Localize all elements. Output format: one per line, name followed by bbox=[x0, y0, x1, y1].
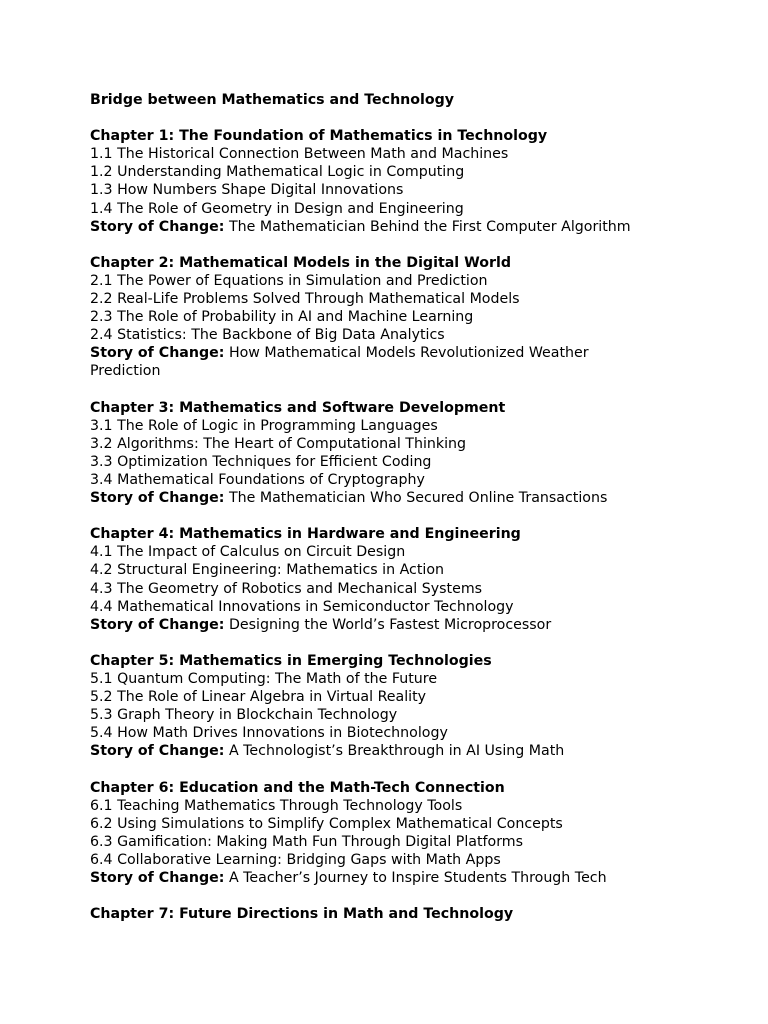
section-item: 3.3 Optimization Techniques for Efficient Coding bbox=[90, 453, 432, 470]
section-item: 6.3 Gamification: Making Math Fun Through Digital Platforms bbox=[90, 833, 524, 850]
section-item: 1.2 Understanding Mathematical Logic in Computing bbox=[90, 164, 465, 181]
section-item: 2.1 The Power of Equations in Simulation and Prediction bbox=[90, 272, 488, 289]
chapter-heading: Chapter 1: The Foundation of Mathematics in Technology bbox=[90, 128, 548, 145]
story-text: A Technologist’s Breakthrough in AI Using Math bbox=[228, 743, 565, 760]
chapter-heading: Chapter 6: Education and the Math-Tech Connection bbox=[90, 779, 505, 796]
section-item: 2.2 Real-Life Problems Solved Through Mathematical Models bbox=[90, 291, 520, 308]
section-item: 1.1 The Historical Connection Between Math and Machines bbox=[90, 146, 509, 163]
section-item: 3.2 Algorithms: The Heart of Computational Thinking bbox=[90, 435, 467, 452]
story-text: How Mathematical Models Revolutionized Weather Prediction bbox=[90, 345, 589, 380]
story-label: Story of Change: bbox=[90, 490, 225, 507]
story-label: Story of Change: bbox=[90, 616, 225, 633]
section-item: 2.4 Statistics: The Backbone of Big Data Analytics bbox=[90, 327, 445, 344]
story-of-change bbox=[90, 869, 730, 887]
section-item: 4.1 The Impact of Calculus on Circuit Design bbox=[90, 544, 406, 561]
chapter-heading: Chapter 3: Mathematics and Software Development bbox=[90, 399, 506, 416]
section-item: 2.3 The Role of Probability in AI and Machine Learning bbox=[90, 309, 474, 326]
chapter-2 bbox=[90, 254, 730, 381]
spacer bbox=[90, 381, 730, 399]
story-of-change bbox=[90, 218, 730, 236]
chapter-3 bbox=[90, 399, 730, 508]
document-page bbox=[90, 91, 730, 923]
story-text: The Mathematician Behind the First Computer Algorithm bbox=[228, 218, 631, 235]
chapter-4 bbox=[90, 525, 730, 634]
section-item: 4.2 Structural Engineering: Mathematics in Action bbox=[90, 562, 445, 579]
story-of-change bbox=[90, 344, 630, 380]
story-label: Story of Change: bbox=[90, 870, 225, 887]
section-item: 1.3 How Numbers Shape Digital Innovations bbox=[90, 182, 404, 199]
story-text: Designing the World’s Fastest Microprocessor bbox=[228, 616, 552, 633]
section-item: 5.3 Graph Theory in Blockchain Technology bbox=[90, 707, 398, 724]
document-title: Bridge between Mathematics and Technology bbox=[90, 92, 455, 108]
story-text: A Teacher’s Journey to Inspire Students Through Tech bbox=[228, 870, 607, 887]
spacer bbox=[90, 236, 730, 254]
story-text: The Mathematician Who Secured Online Transactions bbox=[228, 490, 608, 507]
chapter-5 bbox=[90, 652, 730, 761]
chapter-heading: Chapter 7: Future Directions in Math and Technology bbox=[90, 906, 514, 923]
section-item: 6.2 Using Simulations to Simplify Complex Mathematical Concepts bbox=[90, 815, 563, 832]
chapter-1 bbox=[90, 127, 730, 236]
section-item: 5.4 How Math Drives Innovations in Biotechnology bbox=[90, 725, 448, 742]
story-of-change bbox=[90, 616, 730, 634]
spacer bbox=[90, 887, 730, 905]
spacer bbox=[90, 109, 730, 127]
chapter-heading: Chapter 5: Mathematics in Emerging Technologies bbox=[90, 652, 492, 669]
story-label: Story of Change: bbox=[90, 345, 225, 362]
chapter-heading: Chapter 2: Mathematical Models in the Digital World bbox=[90, 254, 512, 271]
section-item: 3.4 Mathematical Foundations of Cryptography bbox=[90, 471, 425, 488]
section-item: 5.1 Quantum Computing: The Math of the Future bbox=[90, 671, 438, 687]
section-item: 3.1 The Role of Logic in Programming Languages bbox=[90, 417, 438, 434]
spacer bbox=[90, 634, 730, 652]
story-of-change bbox=[90, 742, 730, 760]
section-item: 1.4 The Role of Geometry in Design and Engineering bbox=[90, 200, 464, 217]
spacer bbox=[90, 760, 730, 778]
section-item: 5.2 The Role of Linear Algebra in Virtual Reality bbox=[90, 689, 427, 706]
chapter-heading: Chapter 4: Mathematics in Hardware and Engineering bbox=[90, 526, 521, 543]
section-item: 4.3 The Geometry of Robotics and Mechanical Systems bbox=[90, 580, 483, 597]
story-label: Story of Change: bbox=[90, 218, 225, 235]
story-label: Story of Change: bbox=[90, 743, 225, 760]
section-item: 6.1 Teaching Mathematics Through Technology Tools bbox=[90, 797, 463, 814]
chapter-6 bbox=[90, 779, 730, 888]
spacer bbox=[90, 507, 730, 525]
section-item: 4.4 Mathematical Innovations in Semiconductor Technology bbox=[90, 598, 514, 615]
section-item: 6.4 Collaborative Learning: Bridging Gaps with Math Apps bbox=[90, 851, 501, 868]
story-of-change bbox=[90, 489, 730, 507]
chapter-7 bbox=[90, 905, 730, 923]
